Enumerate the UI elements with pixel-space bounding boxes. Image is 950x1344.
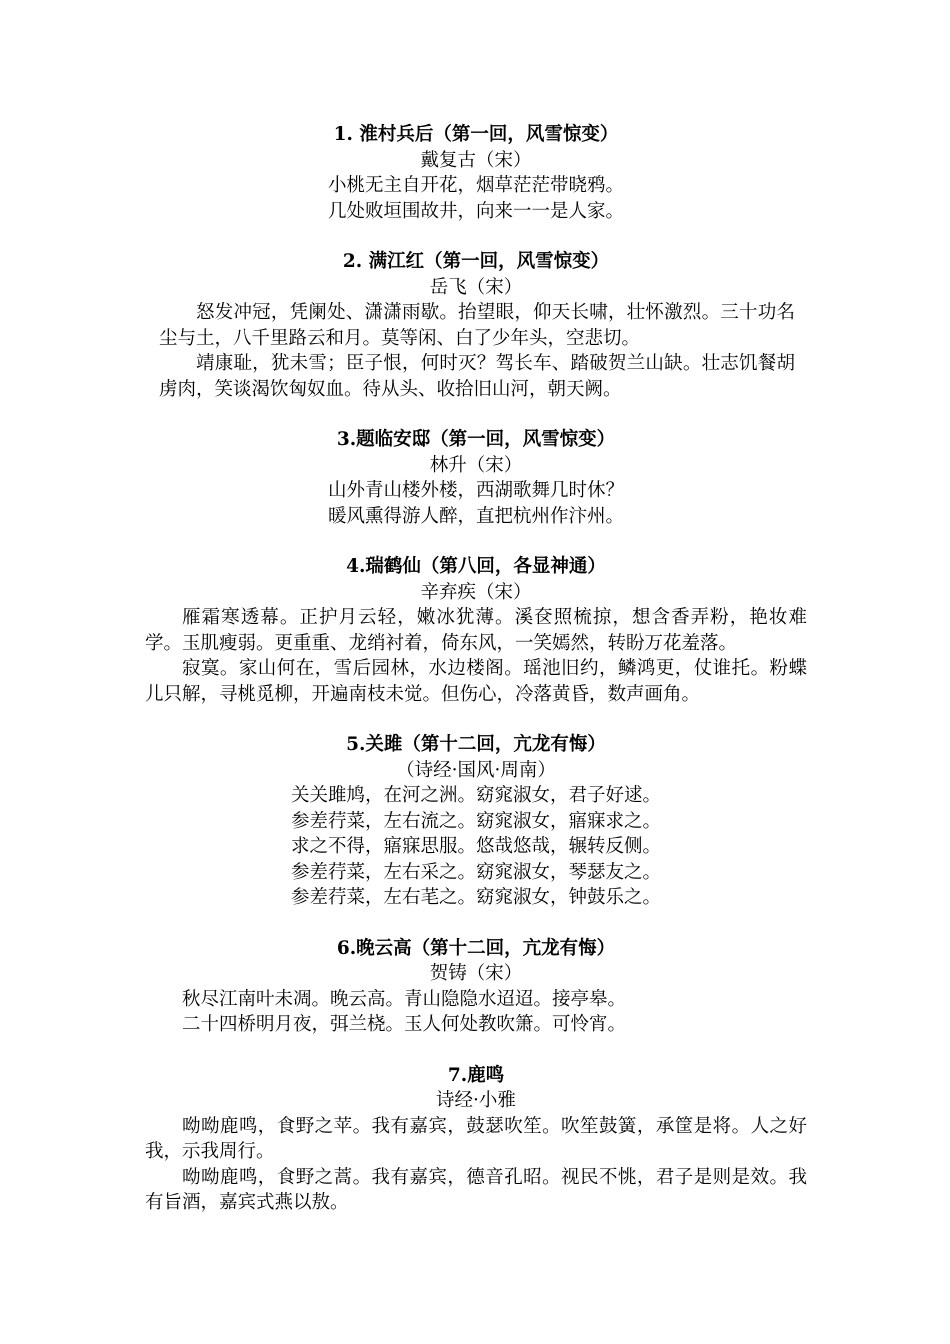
poem-line: 小桃无主自开花，烟草茫茫带晓鸦。 xyxy=(327,175,624,196)
poem-paragraph: 怒发冲冠，凭阑处、潇潇雨歇。抬望眼，仰天长啸，壮怀激烈。三十功名尘与土，八千里路云和月。莫等闲、白了少年头，空悲切。 xyxy=(159,302,795,349)
poem-author: 诗经·小雅 xyxy=(436,1090,516,1111)
poem-line: 秋尽江南叶未凋。晚云高。青山隐隐水迢迢。接亭皋。 xyxy=(182,988,627,1010)
poem-paragraph: 呦呦鹿鸣，食野之蒿。我有嘉宾，德音孔昭。视民不恌，君子是则是效。我有旨酒，嘉宾式燕以敖。 xyxy=(145,1166,807,1213)
poem-title: 7.鹿鸣 xyxy=(447,1064,505,1086)
poem-title: 6.晚云高（第十二回，亢龙有悔） xyxy=(336,937,616,959)
poem-line: 暖风熏得游人醉，直把杭州作汴州。 xyxy=(327,505,624,527)
poem-author: 贺铸（宋） xyxy=(429,963,523,984)
poem-paragraph: 寂寞。家山何在，雪后园林，水边楼阁。瑶池旧约，鳞鸿更，仗谁托。粉蝶儿只解，寻桃觅柳，开遍南枝未觉。但伤心，冷落黄昏，数声画角。 xyxy=(145,658,807,705)
poem-paragraph: 呦呦鹿鸣，食野之苹。我有嘉宾，鼓瑟吹笙。吹笙鼓簧，承筐是将。人之好我，示我周行。 xyxy=(145,1115,807,1162)
poem-7 xyxy=(145,1063,807,1216)
poem-3 xyxy=(145,427,807,529)
poem-author: （诗经·国风·周南） xyxy=(396,759,556,781)
poem-author: 岳飞（宋） xyxy=(429,276,523,298)
poem-author: 林升（宋） xyxy=(429,454,523,476)
poem-line: 几处败垣围故井，向来一一是人家。 xyxy=(327,200,624,222)
document-page xyxy=(145,122,807,1241)
poem-paragraph: 靖康耻，犹未雪；臣子恨，何时灭？驾长车、踏破贺兰山缺。壮志饥餐胡虏肉，笑谈渴饮匈奴血。待从头、收拾旧山河，朝天阙。 xyxy=(159,353,795,400)
poem-line: 参差荇菜，左右芼之。窈窕淑女，钟鼓乐之。 xyxy=(290,887,661,908)
poem-title: 5.关雎（第十二回，亢龙有悔） xyxy=(346,734,606,755)
poem-6 xyxy=(145,936,807,1038)
poem-2 xyxy=(145,249,807,402)
poem-1 xyxy=(145,122,807,224)
poem-line: 二十四桥明月夜，弭兰桡。玉人何处教吹箫。可怜宵。 xyxy=(182,1014,627,1035)
poem-line: 参差荇菜，左右采之。窈窕淑女，琴瑟友之。 xyxy=(290,861,661,883)
poem-4 xyxy=(145,554,807,707)
poem-title: 2. 满江红（第一回，风雪惊变） xyxy=(342,251,610,272)
poem-author: 辛弃疾（宋） xyxy=(420,581,532,603)
poem-title: 4.瑞鹤仙（第八回，各显神通） xyxy=(346,556,606,577)
poem-5 xyxy=(145,732,807,911)
poem-line: 参差荇菜，左右流之。窈窕淑女，寤寐求之。 xyxy=(290,810,661,832)
poem-title: 1. 淮村兵后（第一回，风雪惊变） xyxy=(333,124,619,145)
poem-line: 山外青山楼外楼，西湖歌舞几时休？ xyxy=(327,480,624,501)
poem-author: 戴复古（宋） xyxy=(420,149,532,171)
poem-title: 3.题临安邸（第一回，风雪惊变） xyxy=(336,429,616,450)
poem-paragraph: 雁霜寒透幕。正护月云轻，嫩冰犹薄。溪奁照梳掠，想含香弄粉，艳妆难学。玉肌瘦弱。更重重、龙绡衬着，倚东风，一笑嫣然，转盼万花羞落。 xyxy=(145,607,807,654)
poem-line: 求之不得，寤寐思服。悠哉悠哉，辗转反侧。 xyxy=(290,836,661,857)
poem-line: 关关雎鸠，在河之洲。窈窕淑女，君子好逑。 xyxy=(290,785,661,806)
